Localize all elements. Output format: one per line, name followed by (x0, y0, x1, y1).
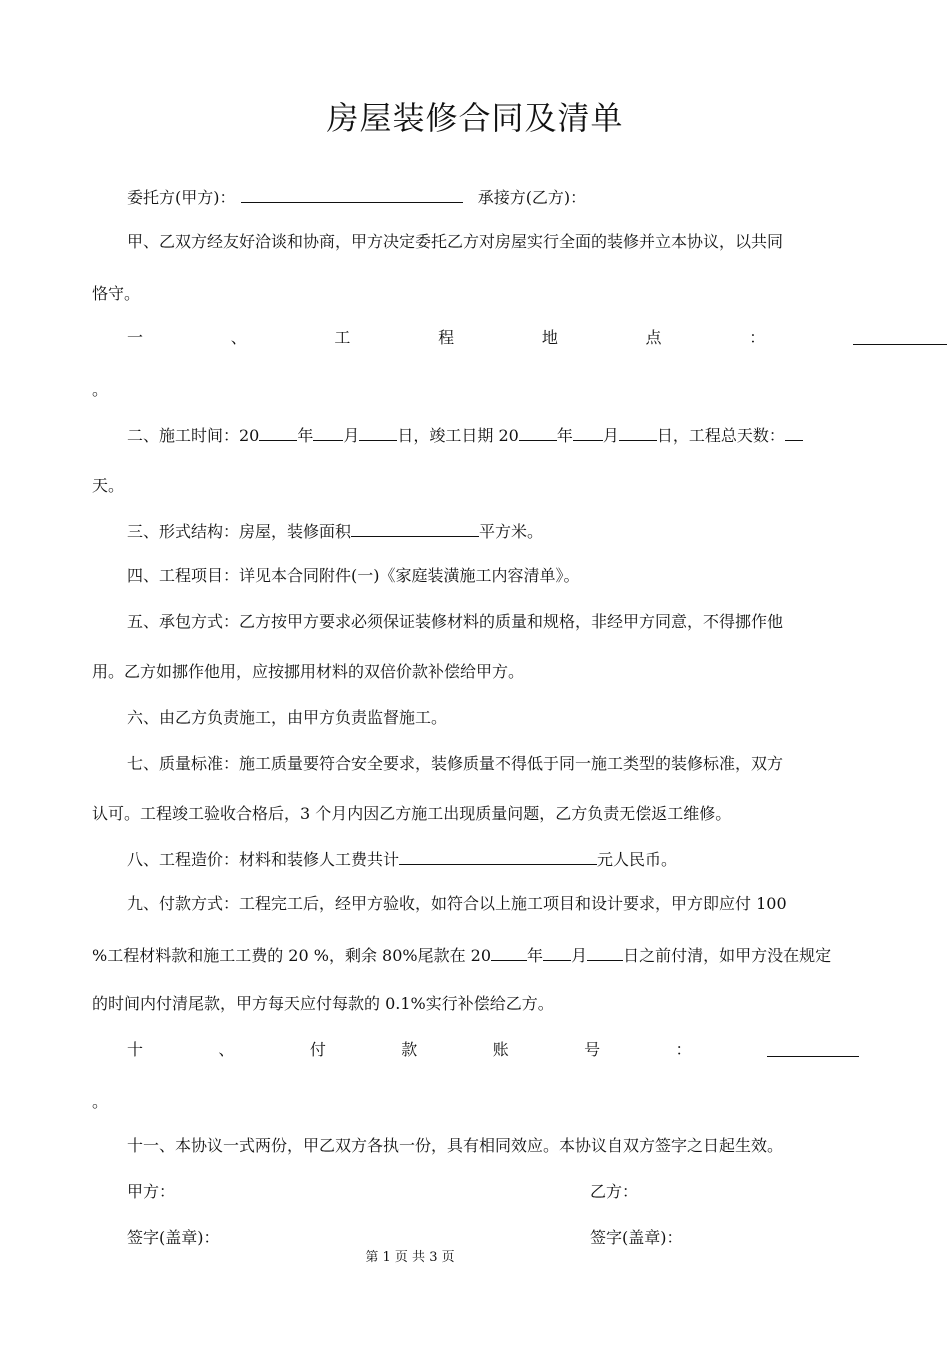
item9-line1: 九、付款方式：工程完工后，经甲方验收，如符合以上施工项目和设计要求，甲方即应付 100 (127, 894, 787, 913)
item9-line3: 的时间内付清尾款，甲方每天应付每款的 0.1%实行补偿给乙方。 (92, 994, 554, 1013)
item10-end: 。 (92, 1092, 109, 1111)
item2-year: 年 (297, 426, 314, 445)
location-blank[interactable] (853, 326, 947, 345)
sign-b-label: 签字(盖章)： (590, 1228, 683, 1247)
item1-char: 工 (334, 328, 351, 347)
start-year-blank[interactable] (259, 422, 297, 441)
end-year-blank[interactable] (519, 422, 557, 441)
document-title: 房屋装修合同及清单 (326, 99, 624, 137)
item10-account (127, 1038, 859, 1062)
item7-line2: 认可。工程竣工验收合格后，3 个月内因乙方施工出现质量问题，乙方负责无偿返工维修。 (92, 804, 732, 823)
item1-char: 点 (645, 328, 662, 347)
signature-row-sign (127, 1226, 897, 1250)
item10-char: 号 (584, 1040, 601, 1059)
item10-char: 十 (127, 1040, 144, 1059)
item1-char: 地 (541, 328, 558, 347)
area-blank[interactable] (351, 518, 479, 537)
item2-end: 天。 (92, 476, 125, 495)
item4-projects: 四、工程项目：详见本合同附件(一)《家庭装潢施工内容清单》。 (127, 566, 580, 585)
item9-line2-prefix: %工程材料款和施工工费的 20 %，剩余 80%尾款在 20 (92, 946, 492, 965)
item5-line2: 用。乙方如挪作他用，应按挪用材料的双倍价款补偿给甲方。 (92, 662, 525, 681)
intro-line1: 甲、乙双方经友好洽谈和协商，甲方决定委托乙方对房屋实行全面的装修并立本协议，以共同 (127, 232, 784, 251)
party-a-label: 甲方： (127, 1182, 176, 1201)
item2-month: 月 (343, 426, 360, 445)
item1-end: 。 (92, 380, 109, 399)
item9-line2-suffix: 日之前付清，如甲方没在规定 (623, 946, 832, 965)
item1-location (127, 326, 947, 350)
start-day-blank[interactable] (359, 422, 397, 441)
item10-char: 、 (218, 1040, 235, 1059)
item1-char: 、 (230, 328, 247, 347)
item10-char: 款 (401, 1040, 418, 1059)
item2-day2: 日，工程总天数： (656, 426, 785, 445)
item7-line1: 七、质量标准：施工质量要符合安全要求，装修质量不得低于同一施工类型的装修标准，双方 (127, 754, 784, 773)
intro-line2: 恪守。 (92, 284, 141, 303)
contractor-label: 承接方(乙方)： (477, 188, 587, 207)
client-blank[interactable] (241, 184, 463, 203)
item1-char: ： (749, 328, 766, 347)
item10-char: 付 (309, 1040, 326, 1059)
item2-time (127, 422, 897, 448)
client-label: 委托方(甲方)： (127, 188, 236, 207)
payment-year-blank[interactable] (491, 942, 527, 961)
signature-row-party (127, 1180, 897, 1204)
item8-prefix: 八、工程造价：材料和装修人工费共计 (127, 850, 400, 869)
item3-prefix: 三、形式结构：房屋，装修面积 (127, 522, 352, 541)
item10-char: 账 (492, 1040, 509, 1059)
item3-suffix: 平方米。 (479, 522, 544, 541)
item10-char: ： (675, 1040, 692, 1059)
end-day-blank[interactable] (619, 422, 657, 441)
item11-validity: 十一、本协议一式两份，甲乙双方各执一份，具有相同效应。本协议自双方签字之日起生效。 (127, 1136, 784, 1155)
party-b-label: 乙方： (590, 1182, 639, 1201)
payment-day-blank[interactable] (587, 942, 623, 961)
item8-cost (127, 846, 897, 872)
item8-suffix: 元人民币。 (597, 850, 678, 869)
party-line (127, 184, 897, 210)
item1-char: 一 (127, 328, 144, 347)
item9-line2 (92, 942, 862, 968)
cost-blank[interactable] (399, 846, 597, 865)
item2-month2: 月 (602, 426, 619, 445)
item5-line1: 五、承包方式：乙方按甲方要求必须保证装修材料的质量和规格，非经甲方同意，不得挪作他 (127, 612, 784, 631)
account-blank[interactable] (767, 1038, 859, 1057)
item9-year: 年 (527, 946, 544, 965)
page-footer: 第 1 页 共 3 页 (365, 1250, 455, 1265)
item1-char: 程 (438, 328, 455, 347)
total-days-blank[interactable] (785, 422, 803, 441)
item2-prefix: 二、施工时间：20 (127, 426, 260, 445)
end-month-blank[interactable] (573, 422, 603, 441)
item9-month: 月 (571, 946, 588, 965)
item3-structure (127, 518, 897, 544)
item2-day: 日，竣工日期 20 (397, 426, 519, 445)
sign-a-label: 签字(盖章)： (127, 1228, 220, 1247)
item6-supervision: 六、由乙方负责施工，由甲方负责监督施工。 (127, 708, 448, 727)
start-month-blank[interactable] (313, 422, 343, 441)
item2-year2: 年 (556, 426, 573, 445)
payment-month-blank[interactable] (543, 942, 571, 961)
